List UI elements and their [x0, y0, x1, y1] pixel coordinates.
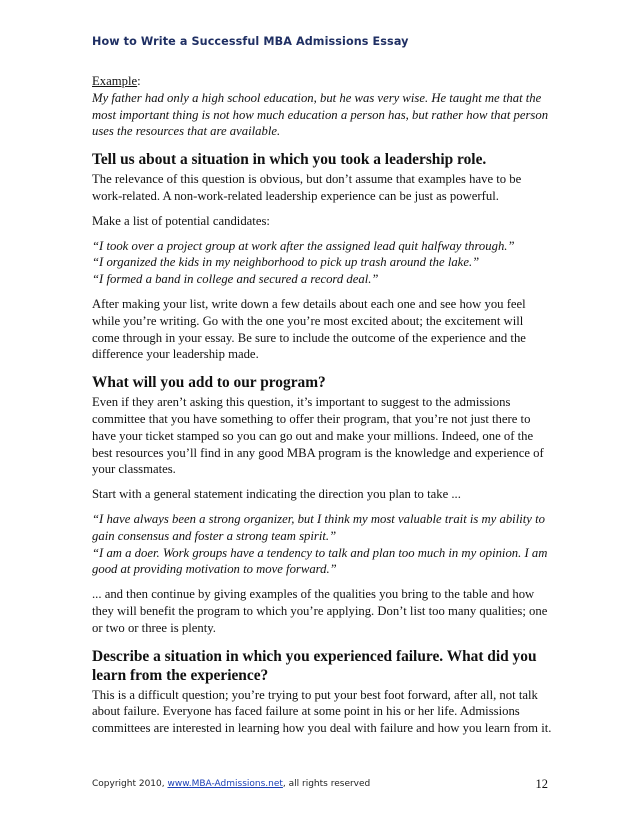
example-text: My father had only a high school education, but he was very wise. He taught me that the most important thing is not how much education a person has, but rather how that person uses the resources that are available.	[92, 90, 549, 139]
page-number: 12	[535, 777, 548, 791]
example-label: Example	[92, 74, 138, 88]
program-paragraph-2: Start with a general statement indicating the direction you plan to take ...	[92, 487, 461, 502]
failure-paragraph-1: This is a difficult question; you’re trying to put your best foot forward, after all, not talk about failure. Everyone has faced failure at some point in his or her life. Admissions committees are interested in learning how you deal with failure and how you learn from it.	[92, 687, 552, 736]
failure-heading: Describe a situation in which you experienced failure. What did you learn from the experience?	[92, 647, 537, 684]
copyright-suffix: , all rights reserved	[282, 779, 371, 789]
leadership-quote-3: “I formed a band in college and secured a record deal.”	[92, 272, 379, 287]
page-footer	[92, 779, 548, 789]
leadership-paragraph-3: After making your list, write down a few details about each one and see how you feel while you’re writing. Go with the one you’re most excited about; the excitement will come through in your essay. Be sure to include the outcome of the experience and the difference your leadership made.	[92, 296, 526, 362]
leadership-paragraph-1: The relevance of this question is obvious, but don’t assume that examples have to be work-related. A non-work-related leadership experience can be just as powerful.	[92, 172, 522, 203]
program-paragraph-3: ... and then continue by giving examples of the qualities you bring to the table and how they will benefit the program to which you’re applying. Don’t list too many qualities; one or two or three is plenty.	[92, 587, 548, 635]
leadership-paragraph-2: Make a list of potential candidates:	[92, 213, 270, 228]
copyright-prefix: Copyright 2010,	[92, 779, 168, 789]
document-header-title: How to Write a Successful MBA Admissions Essay	[92, 35, 409, 48]
program-quote-2: “I am a doer. Work groups have a tendency to talk and plan too much in my opinion. I am good at providing motivation to move forward.”	[92, 545, 548, 577]
leadership-quote-2: “I organized the kids in my neighborhood to pick up trash around the lake.”	[92, 255, 480, 270]
program-quote-1: “I have always been a strong organizer, but I think my most valuable trait is my ability to gain consensus and foster a strong team spirit.”	[92, 511, 545, 543]
leadership-heading: Tell us about a situation in which you took a leadership role.	[92, 151, 487, 169]
program-paragraph-1: Even if they aren’t asking this question, it’s important to suggest to the admissions committee that you have something to offer their program, that you’re not just there to have your ticket stamped so you can go out and make your millions. Indeed, one of the best resources you’ll find in any good MBA program is the knowledge and experience of your classmates.	[92, 395, 544, 477]
example-label-suffix: :	[137, 74, 141, 88]
document-content	[92, 73, 552, 737]
example-label-line	[92, 73, 552, 90]
website-link[interactable]: www.MBA-Admissions.net	[167, 779, 283, 789]
leadership-quote-1: “I took over a project group at work after the assigned lead quit halfway through.”	[92, 238, 515, 253]
program-heading: What will you add to our program?	[92, 374, 326, 392]
